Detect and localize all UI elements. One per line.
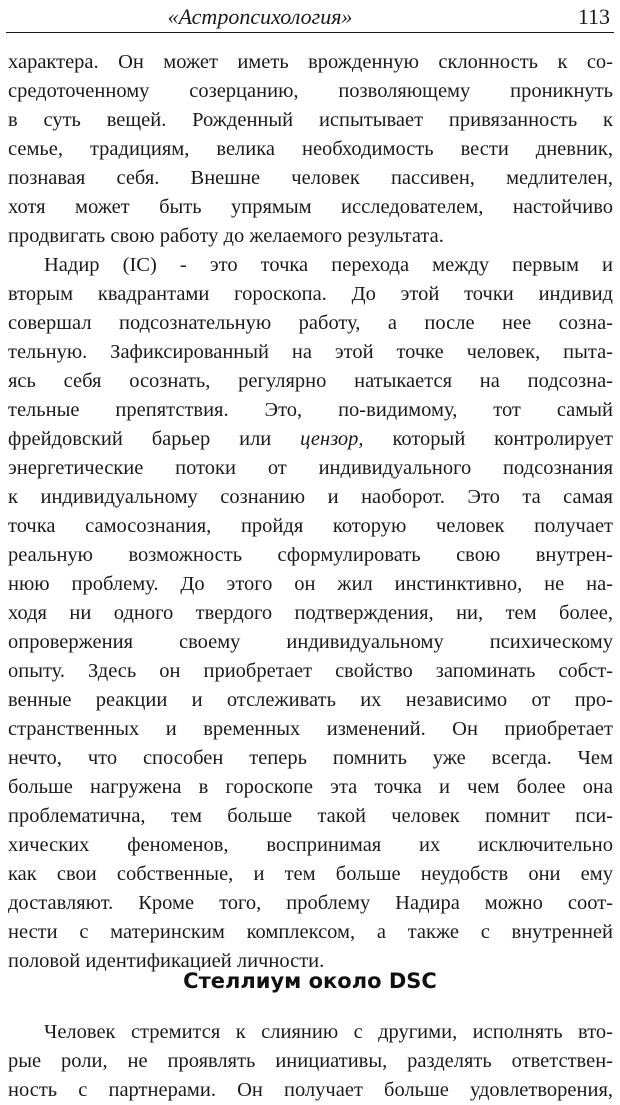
text-line: Надир (IC) - это точка перехода между первым и xyxy=(44,254,613,276)
text-segment: фрейдовский барьер или xyxy=(8,428,301,450)
text-line: проблематична, тем больше такой человек помнит пси- xyxy=(8,805,613,827)
text-line: нести с материнским комплексом, а также с внутренней xyxy=(8,921,613,943)
text-line: нюю проблему. До этого он жил инстинктивно, не на- xyxy=(8,573,613,595)
emphasized-term: цензор, xyxy=(300,428,364,450)
text-line: познавая себя. Внешне человек пассивен, медлителен, xyxy=(8,167,613,189)
text-line: семье, традициям, велика необходимость вести дневник, xyxy=(8,138,613,160)
page-number: 113 xyxy=(577,4,610,29)
text-line: нечто, что способен теперь помнить уже всегда. Чем xyxy=(8,747,613,769)
text-line xyxy=(8,425,613,454)
text-line: продвигать свою работу до желаемого результата. xyxy=(8,225,444,247)
text-line: точка самосознания, пройдя которую человек получает xyxy=(8,515,613,537)
text-line: тельные препятствия. Это, по-видимому, тот самый xyxy=(8,399,613,421)
text-line: ходя ни одного твердого подтверждения, ни, тем более, xyxy=(8,602,613,624)
header-rule xyxy=(6,32,614,33)
text-line: ность с партнерами. Он получает больше удовлетворения, xyxy=(8,1079,613,1101)
running-title: «Астропсихология» xyxy=(167,4,353,29)
text-line: странственных и временных изменений. Он приобретает xyxy=(8,718,613,740)
page-header xyxy=(6,2,614,36)
text-line: тельную. Зафиксированный на этой точке человек, пыта- xyxy=(8,341,613,363)
text-line: ясь себя осознать, регулярно натыкается на подсозна- xyxy=(8,370,613,392)
text-line: совершал подсознательную работу, а после нее созна- xyxy=(8,312,613,334)
text-line: как свои собственные, и тем больше неудобств они ему xyxy=(8,863,613,885)
text-line: половой идентификацией личности. xyxy=(8,950,325,972)
text-line: хических феноменов, воспринимая их исключительно xyxy=(8,834,613,856)
text-line: рые роли, не проявлять инициативы, разделять ответствен- xyxy=(8,1050,613,1072)
text-line: к индивидуальному сознанию и наоборот. Это та самая xyxy=(8,486,613,508)
text-line: характера. Он может иметь врожденную склонность к со- xyxy=(8,51,613,73)
section-heading: Стеллиум около DSC xyxy=(183,969,437,993)
text-line: реальную возможность сформулировать свою внутрен- xyxy=(8,544,613,566)
text-line: венные реакции и отслеживать их независимо от про- xyxy=(8,689,613,711)
text-line: в суть вещей. Рожденный испытывает привязанность к xyxy=(8,109,613,131)
text-line: доставляют. Кроме того, проблему Надира можно соот- xyxy=(8,892,613,914)
text-line: опыту. Здесь он приобретает свойство запоминать собст- xyxy=(8,660,613,682)
text-line: хотя может быть упрямым исследователем, настойчиво xyxy=(8,196,613,218)
text-line: больше нагружена в гороскопе эта точка и чем более она xyxy=(8,776,613,798)
text-line: средоточенному созерцанию, позволяющему проникнуть xyxy=(8,80,613,102)
text-line: опровержения своему индивидуальному психическому xyxy=(8,631,613,653)
text-line: вторым квадрантами гороскопа. До этой точки индивид xyxy=(8,283,613,305)
text-line: энергетические потоки от индивидуального подсознания xyxy=(8,457,613,479)
text-segment: который контролирует xyxy=(363,428,613,450)
text-line: Человек стремится к слиянию с другими, исполнять вто- xyxy=(44,1021,613,1043)
